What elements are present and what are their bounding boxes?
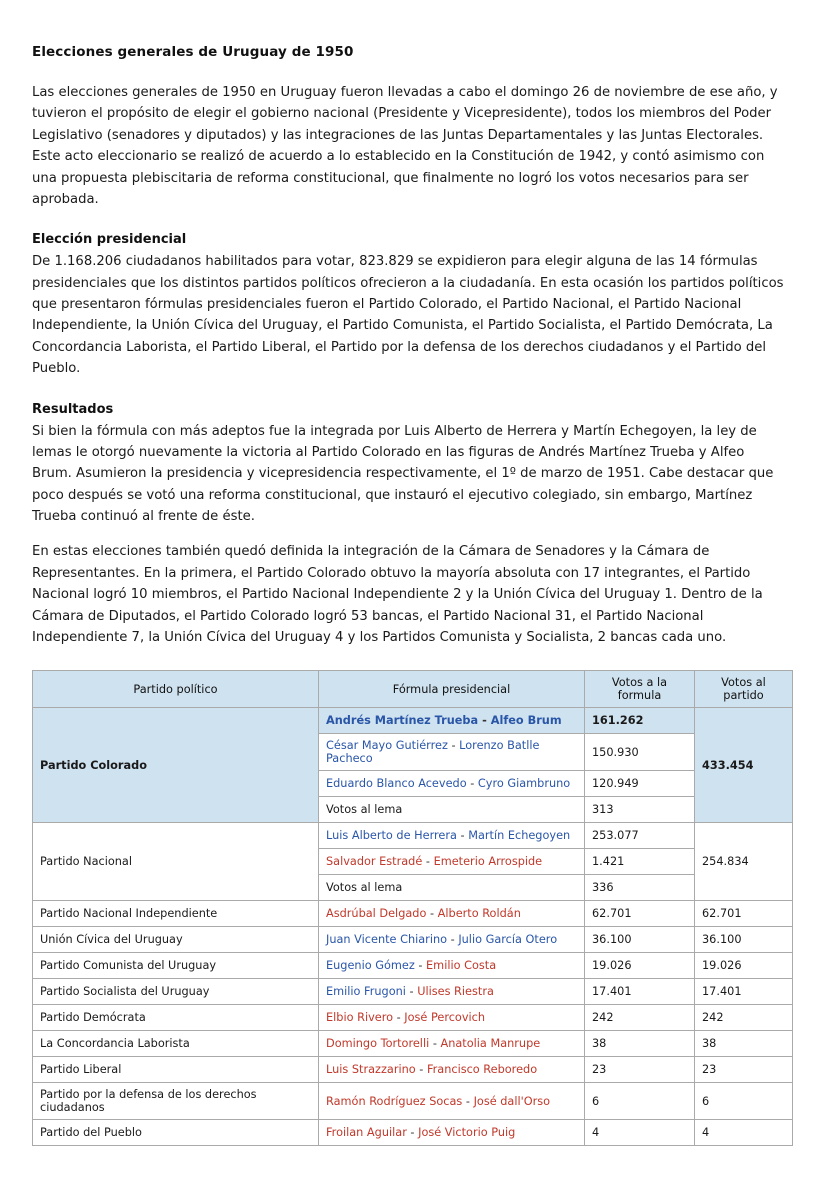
- votes-formula-cell: 6: [585, 1083, 695, 1120]
- votes-party-cell: 19.026: [695, 953, 793, 979]
- candidate-president-link[interactable]: Emilio Frugoni: [326, 985, 406, 999]
- party-name-cell: La Concordancia Laborista: [33, 1031, 319, 1057]
- column-header-votos-formula: Votos a la formula: [585, 671, 695, 708]
- formula-separator: -: [429, 1037, 441, 1051]
- intro-paragraph: Las elecciones generales de 1950 en Uruguay fueron llevadas a cabo el domingo 26 de noviembre de ese año, y tuvieron el propósito de elegir el gobierno nacional (Presidente y Vicepresidente), todos los miembros del Poder Legislativo (senadores y diputados) y las integraciones de las Juntas Departamentales y las Juntas Electorales. Este acto eleccionario se realizó de acuerdo a lo establecido en la Constitución de 1942, y contó asimismo con una propuesta plebiscitaria de reforma constitucional, que finalmente no logró los votos necesarios para ser aprobada.: [32, 85, 778, 207]
- candidate-president-link[interactable]: Froilan Aguilar: [326, 1126, 407, 1140]
- table-row: [33, 708, 793, 734]
- formula-cell: [319, 708, 585, 734]
- candidate-president-link[interactable]: Salvador Estradé: [326, 855, 423, 869]
- candidate-president-link[interactable]: Domingo Tortorelli: [326, 1037, 430, 1051]
- candidate-president-link[interactable]: Ramón Rodríguez Socas: [326, 1094, 463, 1108]
- candidate-vice-link[interactable]: Francisco Reboredo: [426, 1063, 538, 1077]
- votes-party-cell: 17.401: [695, 979, 793, 1005]
- votes-formula-cell: 253.077: [585, 823, 695, 849]
- table-row: [33, 1083, 793, 1120]
- table-body: [33, 708, 793, 1146]
- section-heading-eleccion-presidencial: Elección presidencial: [32, 232, 187, 248]
- votes-formula-cell: 19.026: [585, 953, 695, 979]
- formula-cell: [319, 875, 585, 901]
- candidate-vice-link[interactable]: Ulises Riestra: [417, 985, 494, 999]
- formula-separator: -: [447, 933, 459, 947]
- results-table: [32, 670, 793, 1146]
- votes-formula-cell: 23: [585, 1057, 695, 1083]
- formula-cell: [319, 979, 585, 1005]
- formula-cell: [319, 927, 585, 953]
- column-header-votos-partido: Votos al partido: [695, 671, 793, 708]
- votes-formula-cell: 36.100: [585, 927, 695, 953]
- votes-formula-cell: 161.262: [585, 708, 695, 734]
- formula-separator: -: [462, 1094, 474, 1108]
- table-row: [33, 1120, 793, 1146]
- votes-formula-cell: 120.949: [585, 771, 695, 797]
- candidate-president-link[interactable]: Asdrúbal Delgado: [326, 907, 427, 921]
- candidate-vice-link[interactable]: José Victorio Puig: [418, 1126, 516, 1140]
- party-name-cell: Partido Colorado: [33, 708, 319, 823]
- formula-separator: -: [406, 1126, 419, 1140]
- formula-label: Votos al lema: [326, 803, 403, 817]
- formula-separator: -: [478, 714, 491, 728]
- candidate-vice-link[interactable]: Alberto Roldán: [437, 907, 521, 921]
- formula-separator: -: [447, 739, 460, 753]
- formula-cell: [319, 1031, 585, 1057]
- formula-separator: -: [466, 777, 478, 791]
- section-paragraph-resultados-2: En estas elecciones también quedó definida la integración de la Cámara de Senadores y la Cámara de Representantes. En la primera, el Partido Colorado obtuvo la mayoría absoluta con 17 integrantes, el Partido Nacional logró 10 miembros, el Partido Nacional Independiente 2 y la Unión Cívica del Uruguay 1. Dentro de la Cámara de Diputados, el Partido Colorado logró 53 bancas, el Partido Nacional 31, el Partido Nacional Independiente 7, la Unión Cívica del Uruguay 4 y los Partidos Comunista y Socialista, 2 bancas cada uno.: [32, 544, 763, 645]
- candidate-vice-link[interactable]: José Percovich: [404, 1011, 486, 1025]
- formula-cell: [319, 849, 585, 875]
- section-heading-resultados: Resultados: [32, 401, 114, 417]
- section-paragraph-resultados-1: Si bien la fórmula con más adeptos fue la integrada por Luis Alberto de Herrera y Martín Echegoyen, la ley de lemas le otorgó nuevamente la victoria al Partido Colorado en las figuras de Andrés Martínez Trueba y Alfeo Brum. Asumieron la presidencia y vicepresidencia respectivamente, el 1º de marzo de 1951. Cabe destacar que poco después se votó una reforma constitucional, que instauró el ejecutivo colegiado, sin embargo, Martínez Trueba continuó al frente de éste.: [32, 423, 774, 524]
- votes-party-cell: 254.834: [695, 823, 793, 901]
- formula-separator: -: [422, 855, 434, 869]
- results-table-container: [32, 670, 788, 1146]
- candidate-vice-link[interactable]: José dall'Orso: [473, 1094, 551, 1108]
- votes-party-cell: 6: [695, 1083, 793, 1120]
- candidate-president-link[interactable]: César Mayo Gutiérrez: [326, 739, 448, 753]
- table-row: [33, 979, 793, 1005]
- candidate-vice-link[interactable]: Julio García Otero: [458, 933, 558, 947]
- party-name-cell: Partido Liberal: [33, 1057, 319, 1083]
- candidate-president-link[interactable]: Eduardo Blanco Acevedo: [326, 777, 467, 791]
- page-title: Elecciones generales de Uruguay de 1950: [32, 44, 354, 60]
- table-row: [33, 1057, 793, 1083]
- table-row: [33, 953, 793, 979]
- formula-separator: -: [415, 1063, 427, 1077]
- votes-party-cell: 36.100: [695, 927, 793, 953]
- table-row: [33, 823, 793, 849]
- votes-party-cell: 62.701: [695, 901, 793, 927]
- formula-separator: -: [426, 907, 438, 921]
- votes-party-cell: 38: [695, 1031, 793, 1057]
- formula-separator: -: [405, 985, 418, 999]
- party-name-cell: Partido Nacional Independiente: [33, 901, 319, 927]
- votes-formula-cell: 17.401: [585, 979, 695, 1005]
- votes-formula-cell: 313: [585, 797, 695, 823]
- formula-cell: [319, 797, 585, 823]
- formula-cell: [319, 1057, 585, 1083]
- votes-formula-cell: 242: [585, 1005, 695, 1031]
- table-row: [33, 901, 793, 927]
- party-name-cell: Unión Cívica del Uruguay: [33, 927, 319, 953]
- party-name-cell: Partido Socialista del Uruguay: [33, 979, 319, 1005]
- votes-formula-cell: 62.701: [585, 901, 695, 927]
- votes-formula-cell: 336: [585, 875, 695, 901]
- formula-cell: [319, 734, 585, 771]
- formula-cell: [319, 823, 585, 849]
- party-name-cell: Partido Nacional: [33, 823, 319, 901]
- column-header-partido: Partido político: [33, 671, 319, 708]
- candidate-vice-link[interactable]: Alfeo Brum: [490, 714, 562, 728]
- candidate-vice-link[interactable]: Lorenzo Batlle Pacheco: [326, 739, 540, 766]
- formula-separator: -: [393, 1011, 405, 1025]
- votes-formula-cell: 1.421: [585, 849, 695, 875]
- column-header-formula: Fórmula presidencial: [319, 671, 585, 708]
- formula-separator: -: [414, 959, 427, 973]
- votes-party-cell: 23: [695, 1057, 793, 1083]
- formula-cell: [319, 771, 585, 797]
- formula-cell: [319, 1083, 585, 1120]
- votes-formula-cell: 150.930: [585, 734, 695, 771]
- candidate-vice-link[interactable]: Martín Echegoyen: [468, 829, 571, 843]
- votes-formula-cell: 4: [585, 1120, 695, 1146]
- candidate-vice-link[interactable]: Cyro Giambruno: [477, 777, 571, 791]
- candidate-vice-link[interactable]: Emilio Costa: [426, 959, 497, 973]
- votes-formula-cell: 38: [585, 1031, 695, 1057]
- candidate-vice-link[interactable]: Emeterio Arrospide: [433, 855, 543, 869]
- formula-cell: [319, 953, 585, 979]
- table-row: [33, 1005, 793, 1031]
- candidate-president-link[interactable]: Elbio Rivero: [326, 1011, 394, 1025]
- party-name-cell: Partido del Pueblo: [33, 1120, 319, 1146]
- table-row: [33, 927, 793, 953]
- table-row: [33, 1031, 793, 1057]
- party-name-cell: Partido Demócrata: [33, 1005, 319, 1031]
- candidate-president-link[interactable]: Andrés Martínez Trueba: [326, 714, 479, 728]
- party-name-cell: Partido Comunista del Uruguay: [33, 953, 319, 979]
- formula-cell: [319, 901, 585, 927]
- candidate-president-link[interactable]: Juan Vicente Chiarino: [326, 933, 448, 947]
- votes-party-cell: 242: [695, 1005, 793, 1031]
- candidate-vice-link[interactable]: Anatolia Manrupe: [440, 1037, 541, 1051]
- table-header: [33, 671, 793, 708]
- formula-label: Votos al lema: [326, 881, 403, 895]
- candidate-president-link[interactable]: Eugenio Gómez: [326, 959, 415, 973]
- votes-party-cell: 433.454: [695, 708, 793, 823]
- votes-party-cell: 4: [695, 1120, 793, 1146]
- table-header-row: [33, 671, 793, 708]
- party-name-cell: Partido por la defensa de los derechos ciudadanos: [33, 1083, 319, 1120]
- formula-separator: -: [456, 829, 469, 843]
- section-paragraph-eleccion-presidencial: De 1.168.206 ciudadanos habilitados para votar, 823.829 se expidieron para elegir alguna de las 14 fórmulas presidenciales que los distintos partidos políticos ofrecieron a la ciudadanía. En esta ocasión los partidos políticos que presentaron fórmulas presidenciales fueron el Partido Colorado, el Partido Nacional, el Partido Nacional Independiente, la Unión Cívica del Uruguay, el Partido Comunista, el Partido Socialista, el Partido Demócrata, La Concordancia Laborista, el Partido Liberal, el Partido por la defensa de los derechos ciudadanos y el Partido del Pueblo.: [32, 254, 784, 377]
- candidate-president-link[interactable]: Luis Strazzarino: [326, 1063, 416, 1077]
- candidate-president-link[interactable]: Luis Alberto de Herrera: [326, 829, 457, 843]
- formula-cell: [319, 1005, 585, 1031]
- formula-cell: [319, 1120, 585, 1146]
